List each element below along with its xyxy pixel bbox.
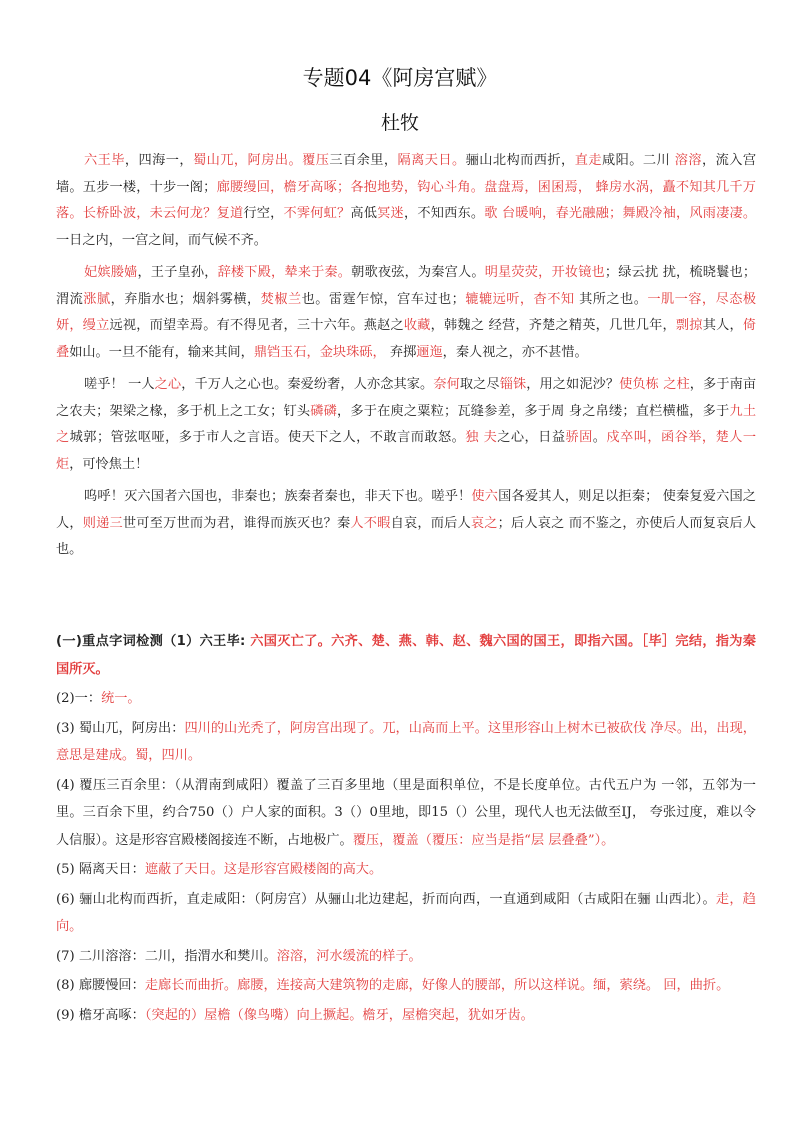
highlighted-phrase: 溶溶 bbox=[674, 153, 702, 168]
note-explanation: （突起的）屋檐（像鸟嘴）向上撅起。檐牙，屋檐突起，犹如牙齿。 bbox=[144, 1007, 534, 1023]
note-term: (3) 蜀山兀，阿房出： bbox=[56, 720, 185, 736]
text-segment: ，韩魏之 经营，齐楚之精英，几世几年， bbox=[430, 318, 676, 333]
highlighted-phrase: 隔离天日。 bbox=[397, 153, 466, 168]
note-heading: (一)重点字词检测（1）六王毕: bbox=[56, 634, 246, 649]
note-term: (9) 檐牙高啄： bbox=[56, 1007, 145, 1023]
highlighted-phrase: 锱铢 bbox=[499, 377, 527, 392]
essay-paragraph-1 bbox=[56, 148, 756, 254]
highlighted-phrase: 歌 台暖响，春光融融；舞殿冷袖，风雨凄凄。 bbox=[484, 206, 757, 221]
document-title: 专题04《阿房宫赋》 bbox=[302, 66, 498, 90]
highlighted-phrase: 倚叠 bbox=[56, 318, 757, 360]
text-segment: ，用之如泥沙？ bbox=[526, 377, 620, 392]
text-segment: ；后人哀之 而不鉴之，亦使后人而复哀后人也。 bbox=[56, 515, 757, 557]
highlighted-phrase: 明星荧荧，开妆镜也 bbox=[484, 265, 605, 280]
text-segment: ，流入宫墙。五步一楼，十步一阁； bbox=[56, 153, 757, 195]
highlighted-phrase: 不霁何虹？ bbox=[283, 206, 351, 221]
highlighted-phrase: 六王毕 bbox=[84, 153, 125, 168]
text-segment: 骊山北构而西折， bbox=[465, 153, 575, 168]
highlighted-phrase: 蜀山兀，阿房出。覆压 bbox=[193, 153, 330, 168]
text-segment: 弃掷 bbox=[385, 344, 417, 360]
text-segment: 咸阳。二川 bbox=[601, 153, 675, 168]
note-explanation: 统一。 bbox=[101, 691, 141, 706]
highlighted-phrase: 人不暇 bbox=[350, 515, 391, 531]
note-item-5 bbox=[56, 856, 756, 884]
text-segment: 其所之也。 bbox=[574, 291, 648, 307]
note-term: (7) 二川溶溶：二川，指渭水和樊川。 bbox=[56, 948, 277, 964]
text-segment: 。 bbox=[592, 430, 607, 445]
note-term: (4) 覆压三百余里：（从渭南到咸阳）覆盖了三百多里地（里是面积单位，不是长度单位。古代五户为 一邻，五邻为一里。三百余下里，约合750（）户人家的面积。3（）0里地，即15（）公里，现代人也无法做至IJ， 夸张过度，难以令人信服）。这是形容宫殿楼阁接连不断，占地极广。 bbox=[56, 777, 756, 848]
highlighted-phrase: 涨腻 bbox=[83, 291, 111, 307]
note-explanation: 遮蔽了天日。这是形容宫殿楼阁的高大。 bbox=[144, 862, 383, 877]
note-term: (2)一： bbox=[56, 691, 102, 706]
note-term: (8) 廊腰慢回： bbox=[56, 978, 145, 993]
highlighted-phrase: 收藏 bbox=[403, 318, 431, 333]
text-segment: 世可至万世而为君，谁得而族灭也？秦 bbox=[122, 515, 351, 531]
essay-paragraph-3 bbox=[56, 372, 756, 478]
text-segment: 取之尽 bbox=[459, 377, 500, 392]
highlighted-phrase: 逦迤 bbox=[416, 344, 443, 360]
highlighted-phrase: 鼎铛玉石，金块珠砾， bbox=[253, 344, 386, 360]
highlighted-phrase: 廊腰缦回，檐牙高啄；各抱地势，钩心斗角。盘盘焉，囷囷焉， 蜂房水涡， bbox=[216, 179, 663, 195]
highlighted-phrase: 奈何 bbox=[433, 377, 460, 392]
essay-body bbox=[56, 148, 756, 570]
note-explanation: 六国灭亡了。六齐、楚、燕、韩、赵、魏六国的国王，即指六国。［毕］完结，指为秦 国所灭。 bbox=[56, 634, 756, 677]
author-name: 杜牧 bbox=[380, 112, 419, 134]
note-explanation: 走廊长而曲折。廊腰，连接高大建筑物的走廊，好像人的腰部，所以这样说。缅，萦绕。 回，曲折。 bbox=[144, 978, 730, 993]
highlighted-phrase: 之心 bbox=[154, 377, 182, 392]
highlighted-phrase: 矗不知其几千万落。长桥卧波，未云何龙？复道 bbox=[56, 179, 756, 221]
text-segment: ，王子皇孙， bbox=[137, 265, 218, 280]
text-segment: ，多于在庾之粟粒；瓦缝参差，多于周 身之帛缕；直栏横槛，多于 bbox=[337, 403, 730, 419]
highlighted-phrase: 冥迷 bbox=[377, 206, 404, 221]
text-segment: 呜呼！灭六国者六国也，非秦也；族秦者秦也，非天下也。嗟乎！ bbox=[84, 489, 472, 504]
essay-paragraph-4 bbox=[56, 484, 756, 564]
highlighted-phrase: 戍卒叫，函谷举，楚人一炬 bbox=[56, 430, 757, 472]
note-explanation: 覆压，覆盖（覆压：应当是指“层 层叠叠”）。 bbox=[352, 832, 615, 848]
text-segment: 三百余里， bbox=[329, 153, 398, 168]
text-segment: ，弃脂水也；烟斜雾横， bbox=[110, 291, 261, 307]
highlighted-phrase: 辞楼下殿，辇来于秦。 bbox=[217, 265, 352, 280]
highlighted-phrase: 哀之 bbox=[470, 515, 498, 531]
highlighted-phrase: 辘辘远听，杳不知 bbox=[464, 291, 575, 307]
text-segment: ；绿云扰 扰，梳晓鬟也；渭流 bbox=[56, 265, 757, 307]
essay-paragraph-2 bbox=[56, 260, 756, 366]
text-segment: 其人， bbox=[702, 318, 743, 333]
note-explanation: 溶溶，河水缓流的样子。 bbox=[276, 948, 422, 964]
note-explanation: 走，趋向。 bbox=[56, 891, 756, 934]
text-segment: ，可怜焦土！ bbox=[69, 456, 149, 472]
text-segment: 之心，日益 bbox=[497, 430, 566, 445]
note-term: (6) 骊山北构而西折，直走咸阳：（阿房宫）从骊山北边建起，折而向西，一直通到咸阳（古咸阳在骊 山西北）。 bbox=[56, 891, 716, 907]
note-item-8 bbox=[56, 972, 756, 1000]
text-segment: 一日之内，一宫之间，而气候不齐。 bbox=[56, 232, 267, 248]
text-segment: ，多于南亩之农夫；架梁之椽，多于机上之工女；钉头 bbox=[56, 377, 757, 419]
text-segment: 远视，而望幸焉。有不得见者，三十六年。燕赵之 bbox=[109, 318, 404, 333]
highlighted-phrase: 使六 bbox=[471, 489, 499, 504]
text-segment: ，秦人视之，亦不甚惜。 bbox=[442, 344, 588, 360]
highlighted-phrase: 一肌一容，尽态极妍，缦立 bbox=[56, 291, 757, 333]
note-item-2 bbox=[56, 685, 756, 713]
note-term: (5) 隔离天日： bbox=[56, 862, 145, 877]
vocabulary-notes bbox=[56, 628, 756, 1031]
highlighted-phrase: 磷磷 bbox=[310, 403, 337, 419]
text-segment: 也。雷霆乍惊，宫车过也； bbox=[301, 291, 465, 307]
highlighted-phrase: 焚椒兰 bbox=[260, 291, 302, 307]
text-segment: ，千万人之心也。秦爱纷奢，人亦念其家。 bbox=[181, 377, 434, 392]
text-segment: 嗟乎！ 一人 bbox=[84, 377, 155, 392]
note-item-6 bbox=[56, 886, 756, 941]
note-item-7 bbox=[56, 943, 756, 971]
text-segment: 如山。一旦不能有，输来其间， bbox=[69, 344, 254, 360]
highlighted-phrase: 则递三 bbox=[82, 515, 123, 531]
text-segment: ，不知西东。 bbox=[403, 206, 485, 221]
note-item-9 bbox=[56, 1002, 756, 1030]
text-segment: 行空， bbox=[243, 206, 284, 221]
highlighted-phrase: 独 夫 bbox=[465, 430, 498, 445]
note-item-1 bbox=[56, 628, 756, 683]
note-explanation: 四川的山光秃了，阿房宫出现了。兀，山高而上平。这里形容山上树木已被砍伐 净尽。出，出现，意思是建成。蜀，四川。 bbox=[56, 720, 756, 763]
text-segment: ，四海一， bbox=[124, 153, 194, 168]
text-segment: 朝歌夜弦，为秦宫人。 bbox=[351, 265, 485, 280]
highlighted-phrase: 剽掠 bbox=[675, 318, 703, 333]
text-segment: 国各爱其人，则足以拒秦； 使秦复爱六国之人， bbox=[56, 489, 756, 531]
highlighted-phrase: 直走 bbox=[574, 153, 602, 168]
highlighted-phrase: 妃嫔媵嫱 bbox=[84, 265, 138, 280]
note-item-3 bbox=[56, 715, 756, 770]
text-segment: 高低 bbox=[350, 206, 378, 221]
note-item-4 bbox=[56, 772, 756, 855]
text-segment: 城郭；管弦呕哑，多于市人之言语。使天下之人，不敢言而敢怒。 bbox=[69, 430, 466, 445]
highlighted-phrase: 使负栋 之柱 bbox=[619, 377, 690, 392]
highlighted-phrase: 骄固 bbox=[565, 430, 593, 445]
highlighted-phrase: 九土之 bbox=[56, 403, 757, 445]
text-segment: 自哀，而后人 bbox=[390, 515, 471, 531]
